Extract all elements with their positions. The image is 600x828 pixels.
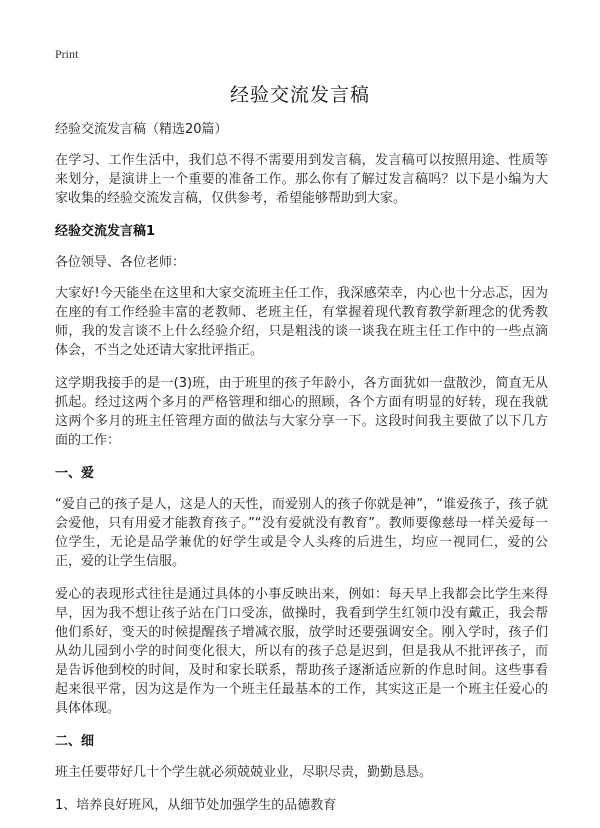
intro-paragraph: 在学习、工作生活中，我们总不得不需要用到发言稿，发言稿可以按照用途、性质等来划分，是演讲上一个重要的准备工作。那么你有了解过发言稿吗？以下是小编为大家收集的经验交流发言稿，仅供参考，希望能够帮助到大家。 <box>55 153 548 206</box>
paragraph-6: 1、培养良好班风，从细节处加强学生的品德教育 <box>55 798 337 813</box>
greeting-paragraph: 各位领导、各位老师： <box>55 255 186 270</box>
section-heading-1: 经验交流发言稿1 <box>55 224 156 239</box>
paragraph-4: 爱心的表现形式往往是通过具体的小事反映出来，例如：每天早上我都会比学生来得早，因为我不想让孩子站在门口受冻，做操时，我看到学生红领巾没有戴正，我会帮他们系好，变天的时候提醒孩子增减衣服，放学时还要强调安全。刚入学时，孩子们从幼儿园到小学的时间变化很大，所以有的孩子总是迟到，但是我从不批评孩子，而是告诉他到校的时间，及时和家长联系，帮助孩子逐渐适应新的作息时间。这些事看起来很平常，因为这是作为一个班主任最基本的工作，其实这正是一个班主任爱心的具体体现。 <box>55 587 548 716</box>
heading-detail: 二、细 <box>55 734 95 749</box>
document-subtitle: 经验交流发言稿（精选20篇） <box>55 122 228 137</box>
heading-love: 一、爱 <box>55 466 95 481</box>
paragraph-3: “爱自己的孩子是人，这是人的天性，而爱别人的孩子你就是神”，“谁爱孩子，孩子就会爱他，只有用爱才能教育孩子。”“没有爱就没有教育”。教师要像慈母一样关爱每一位学生，无论是品学兼优的好学生或是令人头疼的后进生，均应一视同仁，爱的公正，爱的让学生信服。 <box>55 497 548 569</box>
print-link[interactable]: Print <box>55 47 79 61</box>
paragraph-2: 这学期我接手的是一(3)班，由于班里的孩子年龄小，各方面犹如一盘散沙，简直无从抓起。经过这两个多月的严格管理和细心的照顾，各个方面有明显的好转，现在我就这两个多月的班主任管理方面的做法与大家分享一下。这段时间我主要做了以下几方面的工作： <box>55 376 548 448</box>
document-body <box>55 120 548 815</box>
paragraph-5: 班主任要带好几十个学生就必须兢兢业业，尽职尽责，勤勤恳恳。 <box>55 765 433 780</box>
paragraph-1: 大家好!今天能坐在这里和大家交流班主任工作，我深感荣幸，内心也十分忐忑，因为在座的有工作经验丰富的老教师、老班主任，有掌握着现代教育教学新理念的优秀教师，我的发言谈不上什么经验介绍，只是粗浅的谈一谈我在班主任工作中的一些点滴体会，不当之处还请大家批评指正。 <box>55 286 548 358</box>
document-title: 经验交流发言稿 <box>229 84 370 106</box>
